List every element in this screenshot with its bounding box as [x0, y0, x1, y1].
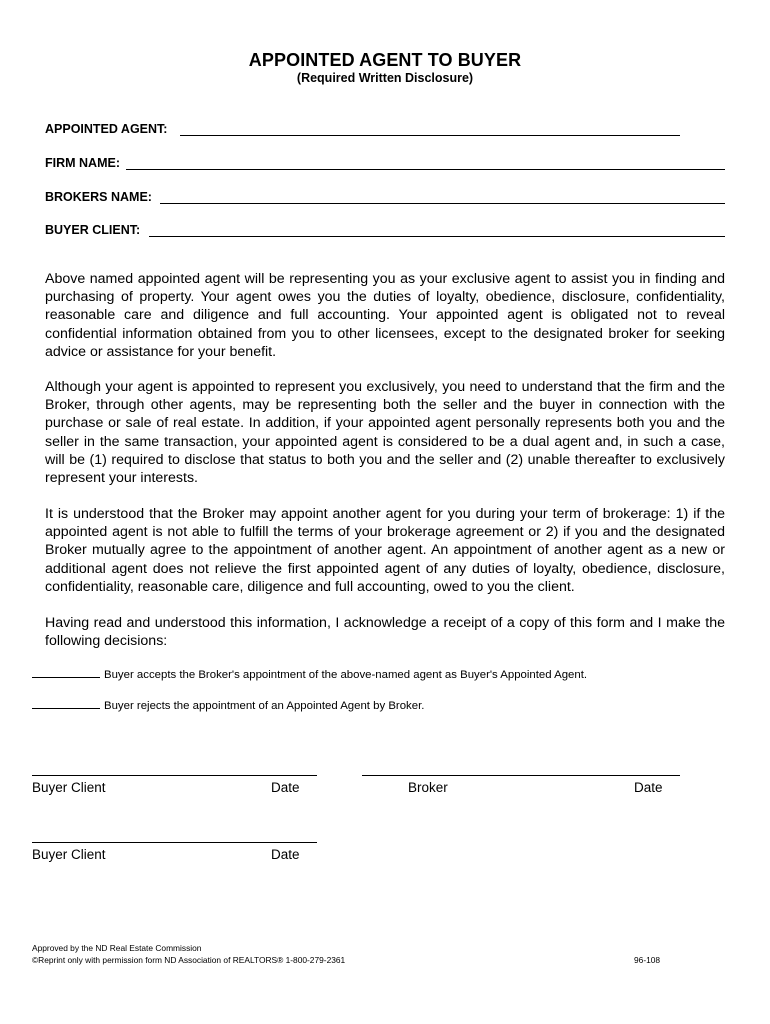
buyer-client-label-1: Buyer Client	[32, 780, 106, 795]
broker-label: Broker	[408, 780, 448, 795]
decision-reject-text: Buyer rejects the appointment of an Appointed Agent by Broker.	[104, 700, 425, 712]
accept-initial-blank[interactable]	[32, 668, 100, 678]
footer-reprint: ©Reprint only with permission form ND Association of REALTORS® 1-800-279-2361	[32, 955, 346, 965]
footer-approved: Approved by the ND Real Estate Commission	[32, 943, 202, 953]
firm-name-line[interactable]	[126, 169, 725, 170]
buyer-client-label-2: Buyer Client	[32, 847, 106, 862]
brokers-name-line[interactable]	[160, 203, 725, 204]
buyer-client-label: BUYER CLIENT:	[45, 223, 141, 237]
appointed-agent-line[interactable]	[180, 135, 680, 136]
appointed-agent-label: APPOINTED AGENT:	[45, 122, 168, 136]
broker-signature-line[interactable]	[362, 775, 680, 776]
decision-accept-text: Buyer accepts the Broker's appointment of the above-named agent as Buyer's Appointed Agent.	[104, 669, 588, 681]
brokers-name-field[interactable]	[45, 190, 725, 206]
paragraph-acknowledgement: Having read and understood this information, I acknowledge a receipt of a copy of this form and I make the following decisions:	[45, 615, 725, 650]
buyer-client-field[interactable]	[45, 223, 725, 239]
paragraph-reappointment: It is understood that the Broker may appoint another agent for you during your term of brokerage: 1) if the appointed agent is not able to fulfill the terms of your brokerage agreement or 2) if you and the designated Broker mutually agree to the appointment of another agent. An appointment of another agent as a new or additional agent does not relieve the first appointed agent of any duties of loyalty, obedience, disclosure, confidentiality, reasonable care, diligence and full accounting, owed to you the client.	[45, 506, 725, 595]
date-label-broker: Date	[634, 780, 663, 795]
form-title: APPOINTED AGENT TO BUYER	[248, 50, 522, 70]
firm-name-label: FIRM NAME:	[45, 156, 120, 170]
date-label-2: Date	[271, 847, 300, 862]
brokers-name-label: BROKERS NAME:	[45, 190, 152, 204]
buyer-client-signature-line-1[interactable]	[32, 775, 317, 776]
decision-reject	[32, 699, 424, 712]
reject-initial-blank[interactable]	[32, 699, 100, 709]
buyer-client-signature-line-2[interactable]	[32, 842, 317, 843]
date-label-1: Date	[271, 780, 300, 795]
paragraph-representation: Above named appointed agent will be representing you as your exclusive agent to assist you in finding and purchasing of property. Your agent owes you the duties of loyalty, obedience, disclosure, confidentiality, reasonable care and diligence and full accounting. Your appointed agent is obligated not to reveal confidential information obtained from you to other licensees, except to the designated broker for seeking advice or assistance for your benefit.	[45, 271, 725, 360]
footer-form-number: 96-108	[634, 955, 661, 965]
firm-name-field[interactable]	[45, 156, 725, 172]
form-subtitle: (Required Written Disclosure)	[296, 71, 474, 85]
buyer-client-line[interactable]	[149, 236, 725, 237]
paragraph-dual-agency: Although your agent is appointed to represent you exclusively, you need to understand that the firm and the Broker, through other agents, may be representing both the seller and the buyer in connection with the purchase or sale of real estate. In addition, if your appointed agent personally represents both you and the seller in the same transaction, your appointed agent is considered to be a dual agent and, in such a case, will be (1) required to disclose that status to both you and the seller and (2) unable thereafter to exclusively represent your interests.	[45, 379, 725, 487]
appointed-agent-field[interactable]	[45, 122, 680, 138]
decision-accept	[32, 668, 587, 681]
